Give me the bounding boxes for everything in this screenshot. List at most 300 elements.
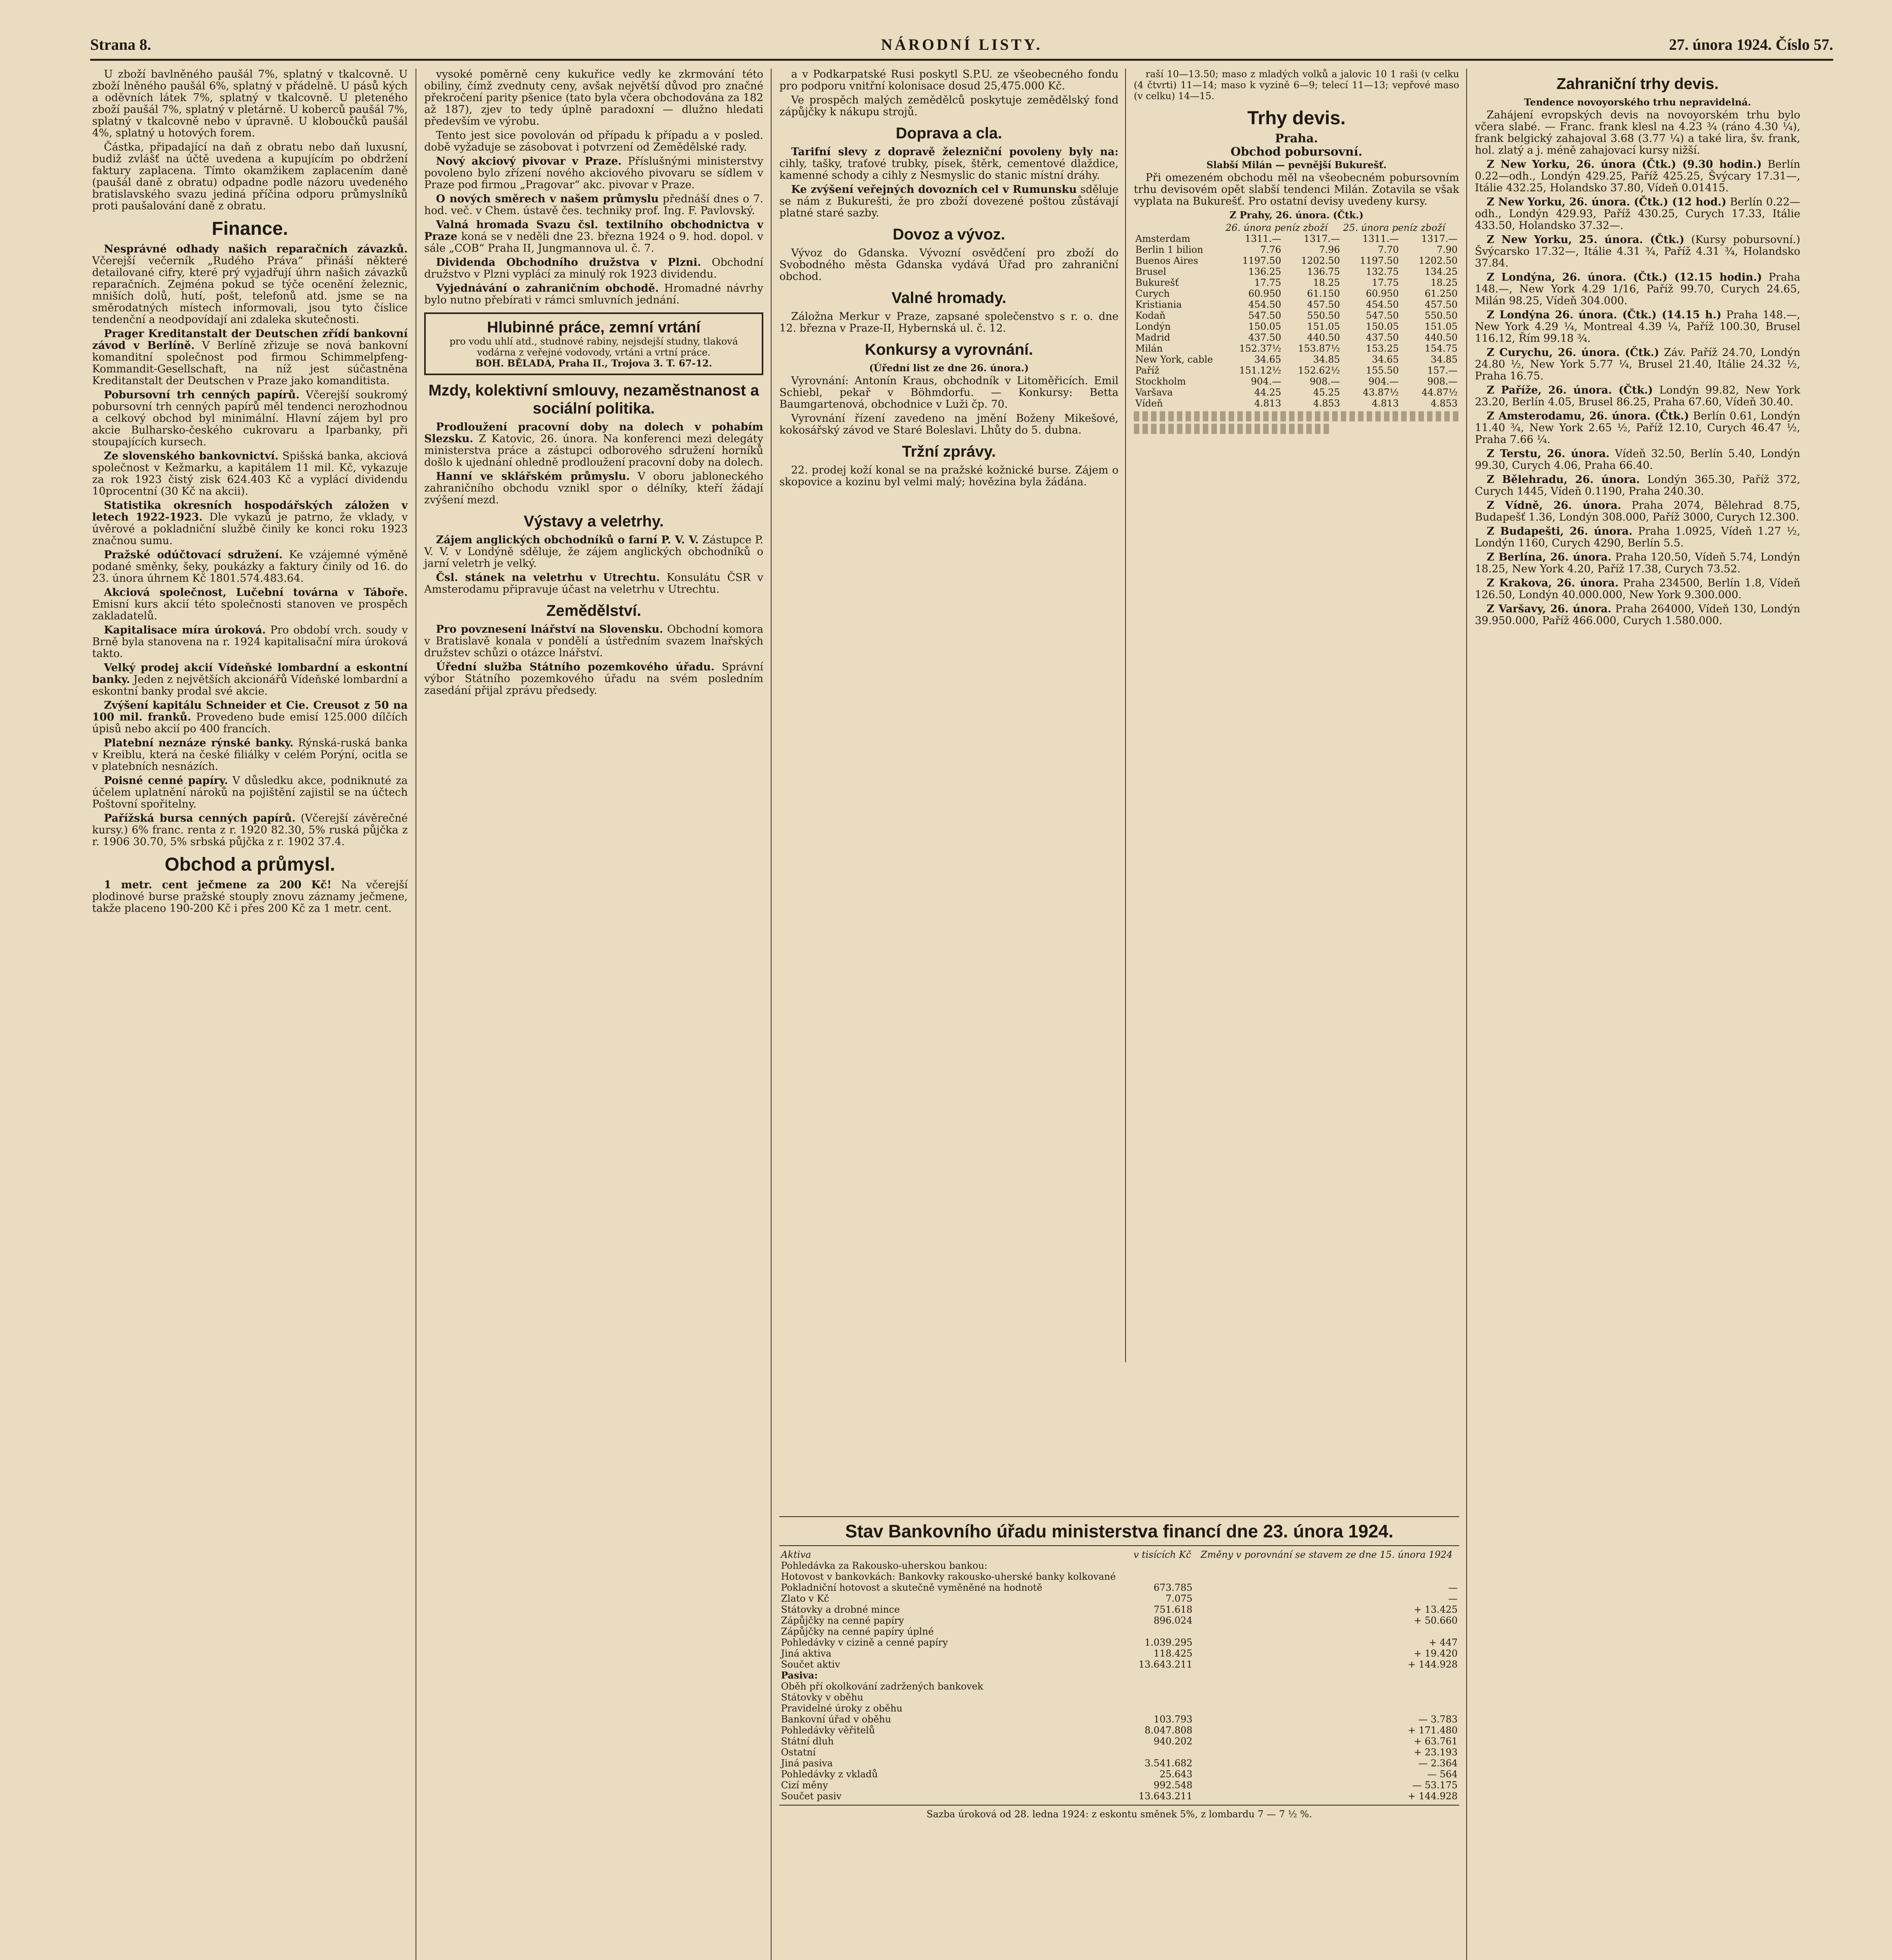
table-row	[1134, 299, 1459, 310]
column-2	[424, 69, 763, 699]
news-item-lead: Valná hromada Svazu čsl. textilního obchodnictva v Praze	[424, 219, 763, 243]
row-label: Stockholm	[1135, 376, 1186, 387]
news-item-text: (Kursy pobursovní.) Švýcarsko 17.32—, Itálie 4.31 ¾, Paříž 4.31 ¾, Holandsko 37.84.	[1475, 234, 1800, 269]
section-heading-agri: Zemědělství.	[546, 602, 641, 619]
table-row	[779, 1791, 1459, 1802]
news-item-lead: Statistika okresních hospodářských záložen v letech 1922-1923.	[92, 499, 408, 523]
row-value: 18.25	[1431, 277, 1458, 288]
issue-date: 27. února 1924. Číslo 57.	[1669, 36, 1833, 53]
column-divider	[1125, 69, 1126, 1362]
row-value	[1131, 1571, 1194, 1582]
row-value: 457.50	[1425, 299, 1458, 310]
row-label: Kristiania	[1135, 299, 1182, 310]
balance-table	[779, 1549, 1459, 1802]
row-value	[1194, 1681, 1459, 1692]
news-item	[1475, 159, 1800, 194]
table-row	[1134, 376, 1459, 387]
news-item	[424, 257, 763, 280]
news-item	[424, 624, 763, 659]
row-value: 1197.50	[1242, 255, 1282, 266]
news-item-lead: Platební neznáze rýnské banky.	[104, 737, 294, 749]
news-item	[1475, 234, 1800, 269]
row-value: 4.853	[1431, 398, 1458, 409]
news-item	[92, 737, 408, 773]
news-item-lead: Vyjednávání o zahraničním obchodě.	[436, 282, 659, 294]
news-item-lead: Pražské odúčtovací sdružení.	[104, 549, 283, 561]
row-label: Brusel	[1135, 266, 1166, 277]
divider	[779, 1545, 1459, 1546]
news-item-lead: Prager Kreditanstalt der Deutschen zřídí bankovní závod v Berlíně.	[92, 328, 408, 352]
row-value: 1.039.295	[1144, 1637, 1193, 1648]
row-label: Bankovní úřad v oběhu	[781, 1714, 892, 1725]
news-item-text: Záv. Paříž 24.70, Londýn 24.80 ½, New York 5.77 ¼, Brusel 21.40, Itálie 24.32 ½, Praha 16.75.	[1475, 347, 1800, 382]
news-item-text: Včerejší večerník „Rudého Práva“ přináší některé detailované cifry, které prý vyjadřují úhrn našich závazků reparačních. Zejména pokud se týče ocenění železnic, mniších dolů, hutí, pošt, telefonů atd. jsme se na směrodatných místech informovali, jsou tyto číslice tendenční a neodpovídají ani zdaleka skutečnosti.	[92, 255, 408, 326]
table-row	[1134, 398, 1459, 409]
news-item-lead: Z Berlína, 26. února.	[1487, 551, 1612, 563]
table-row	[1134, 288, 1459, 299]
news-item-text: Londýn 99.82, New York 23.20, Berlín 4.05, Brusel 86.25, Praha 67.60, Vídeň 30.40.	[1475, 384, 1800, 408]
ad-contact: BOH. BĚLADA, Praha II., Trojova 3. T. 67-12.	[475, 358, 712, 369]
news-item-text: Zástupce P. V. V. v Londýně sděluje, že zájem anglických obchodníků o jarní veletrh je velký.	[424, 534, 763, 570]
news-item-text: sděluje se nám z Bukurešti, že pro zboží dovezené poštou zůstávají platné staré sazby.	[779, 183, 1118, 219]
row-value: 454.50	[1366, 299, 1399, 310]
news-item-text: Praha 264000, Vídeň 130, Londýn 39.950.000, Paříž 466.000, Curych 1.580.000.	[1475, 603, 1800, 627]
news-item-lead: Hanní ve sklářském průmyslu.	[436, 470, 630, 483]
row-value	[1131, 1703, 1194, 1714]
news-item	[424, 219, 763, 254]
news-item-lead: Ke zvýšení veřejných dovozních cel v Rumunsku	[791, 183, 1077, 196]
row-value	[1131, 1681, 1194, 1692]
table-header-cell: Aktiva	[781, 1549, 812, 1560]
news-item	[92, 775, 408, 810]
table-header-cell: Změny v porovnání se stavem ze dne 15. února 1924	[1200, 1549, 1453, 1560]
news-item-text: cihly, tašky, traťové trubky, písek, štěrk, cementové dlaždice, kamenné schody a cihly z Nesmyslic do stanic místní dráhy.	[779, 158, 1118, 181]
row-value: 150.05	[1366, 321, 1399, 332]
news-item-lead: Z Budapešti, 26. února.	[1487, 525, 1633, 537]
row-label: Curych	[1135, 288, 1170, 299]
table-row	[779, 1714, 1459, 1725]
news-item	[1475, 526, 1800, 549]
news-item	[92, 662, 408, 697]
news-item-text: Emisní kurs akcií této společnosti stanoven ve prospěch zakladatelů.	[92, 598, 408, 622]
row-label: Milán	[1135, 343, 1163, 354]
row-value: 150.05	[1248, 321, 1282, 332]
table-header-cell: v tisících Kč	[1133, 1549, 1191, 1560]
row-value: 103.793	[1153, 1714, 1193, 1725]
row-value: 45.25	[1313, 387, 1340, 398]
row-value: 17.75	[1254, 277, 1282, 288]
news-item	[424, 421, 763, 468]
news-item	[92, 813, 408, 848]
balance-sheet	[779, 1513, 1459, 1820]
row-value: —	[1448, 1593, 1458, 1604]
news-item-lead: Zvýšení kapitálu Schneider et Cie. Creusot z 50 na 100 mil. franků.	[92, 699, 408, 723]
table-row	[779, 1582, 1459, 1593]
row-label: Pohledávky věřitelů	[781, 1725, 875, 1736]
row-value: 151.12½	[1239, 365, 1282, 376]
table-row	[779, 1659, 1459, 1670]
news-item-lead: Z Vídně, 26. února.	[1487, 499, 1621, 512]
news-item	[424, 534, 763, 570]
row-value: 4.853	[1313, 398, 1340, 409]
row-value: + 23.193	[1414, 1747, 1458, 1758]
row-value: 550.50	[1425, 310, 1458, 321]
row-label: Berlin 1 bilion	[1135, 244, 1203, 255]
section-heading-doprava: Doprava a cla.	[895, 125, 1002, 142]
row-value: 992.548	[1153, 1780, 1193, 1791]
row-value: 896.024	[1153, 1615, 1193, 1626]
column-1	[92, 69, 408, 917]
row-value: 44.25	[1254, 387, 1282, 398]
row-value	[1131, 1692, 1194, 1703]
row-value: 547.50	[1248, 310, 1282, 321]
row-value	[1194, 1571, 1459, 1582]
news-item-lead: Z Amsterodamu, 26. února. (Čtk.)	[1487, 410, 1689, 422]
table-row	[1134, 266, 1459, 277]
news-item-lead: 1 metr. cent ječmene za 200 Kč!	[104, 879, 332, 891]
article-paragraph: Vývoz do Gdanska. Vývozní osvědčení pro zboží do Svobodného města Gdanska vydává Úřad pro zahraniční obchod.	[779, 247, 1118, 283]
row-label: Státovky a drobné mince	[781, 1604, 900, 1615]
row-label: Madrid	[1135, 332, 1170, 343]
article-paragraph: Vyrovnání: Antonín Kraus, obchodník v Litoměřicích. Emil Schiebl, pekař v Böhmdorfu. — Konkursy: Betta Baumgartenová, obchodnice v Luži čp. 70.	[779, 375, 1118, 410]
news-item-text: Obchodní komora v Bratislavě konala v pondělí a ústředním svazem lnařských družstev schůzi o otázce lnářství.	[424, 623, 763, 659]
article-paragraph: Zahájení evropských devis na novoyorském trhu bylo včera slabé. — Franc. frank klesl na 4.23 ¾ (ráno 4.30 ¼), frank belgický zahajoval 3.68 (3.77 ¼) a také lira, šv. frank, hol. zlatý a j. méně zahajovací kursy nižší.	[1475, 109, 1800, 156]
table-header-cell: 25. února peníz zboží	[1343, 222, 1445, 233]
news-item	[1475, 196, 1800, 232]
row-label: Londýn	[1135, 321, 1171, 332]
running-head	[90, 35, 1833, 61]
article-paragraph: Částka, připadající na daň z obratu nebo daň luxusní, budiž zvlášť na účtě uvedena a kupujícím po obdržení faktury zaplacena. Tímto okamžikem zaplacením daně (paušál daně z obratu) odpadne podle názoru uvedeného bratislavského svazu jediná příčina odporu průmyslníků proti paušalování daně z obratu.	[92, 141, 408, 212]
article-paragraph: vysoké poměrně ceny kukuřice vedly ke zkrmování této obiliny, čímž zvednuty ceny, avšak největší důvod pro značné překročení parity pšenice (tato byla včera obchodována za 182 až 187), zjev to tedy úplně paradoxní — dlužno hledati především ve výrobu.	[424, 68, 763, 127]
row-label: Oběh pří okolkování zadržených bankovek	[781, 1681, 983, 1692]
row-value: 904.—	[1251, 376, 1282, 387]
row-value: 60.950	[1248, 288, 1282, 299]
row-value: 940.202	[1153, 1736, 1193, 1747]
article-paragraph: raší 10—13.50; maso z mladých volků a jalovic 10 1 raši (v celku (4 čtvrti) 11—14; maso k vyzině 6—9; telecí 11—13; vepřové maso (v celku) 14—15.	[1134, 69, 1459, 102]
table-row	[1134, 332, 1459, 343]
row-label: Kodaň	[1135, 310, 1166, 321]
row-value: 136.75	[1307, 266, 1340, 277]
subheading: Slabší Milán — pevnější Bukurešť.	[1206, 159, 1387, 171]
news-item	[92, 450, 408, 497]
section-heading-valne: Valné hromady.	[892, 289, 1006, 307]
news-item-lead: Nový akciový pivovar v Praze.	[436, 155, 622, 167]
row-value: 3.541.682	[1144, 1758, 1193, 1769]
row-value: + 63.761	[1414, 1736, 1458, 1747]
table-row	[779, 1736, 1459, 1747]
row-value: 440.50	[1307, 332, 1340, 343]
row-value: 1311.—	[1362, 233, 1399, 244]
news-item	[1475, 474, 1800, 497]
news-item-text: (Včerejší závěrečné kursy.) 6% franc. renta z r. 1920 82.30, 5% ruská půjčka z r. 1906 30.70, 5% srbská půjčka z r. 1902 37.4.	[92, 812, 408, 848]
table-row	[779, 1703, 1459, 1714]
row-value: — 2.364	[1418, 1758, 1458, 1769]
news-item-text: Praha 2074, Bělehrad 8.75, Budapešť 1.36, Londýn 308.000, Paříž 3000, Curych 12.300.	[1475, 499, 1800, 523]
news-item-text: koná se v neděli dne 23. března 1924 o 9. hod. dopol. v sále „COB“ Praha II, Jungmannova ul. č. 7.	[424, 230, 763, 254]
table-row	[779, 1604, 1459, 1615]
row-value: 7.075	[1165, 1593, 1193, 1604]
column-divider	[1466, 69, 1467, 1960]
news-item-lead: Zájem anglických obchodníků o farní P. V. V.	[436, 534, 699, 546]
row-value: + 50.660	[1414, 1615, 1458, 1626]
row-label: New York, cable	[1135, 354, 1213, 365]
ad-title: Hlubinné práce, zemní vrtání	[487, 319, 701, 336]
row-value: 751.618	[1153, 1604, 1193, 1615]
row-value: 13.643.211	[1138, 1659, 1193, 1670]
table-row	[779, 1560, 1459, 1571]
news-item	[424, 283, 763, 306]
row-value	[1194, 1703, 1459, 1714]
table-row	[1134, 321, 1459, 332]
news-item-text: Spišská banka, akciová společnost v Kežmarku, a kapitálem 11 mil. Kč, vykazuje za rok 1923 čistý zisk 624.403 Kč a vyplácí dividendu 10procentní (30 Kč na akcii).	[92, 450, 408, 497]
table-row	[1134, 277, 1459, 288]
news-item	[1475, 272, 1800, 307]
news-item-lead: Dividenda Obchodního družstva v Plzni.	[436, 256, 701, 269]
article-paragraph: U zboží bavlněného paušál 7%, splatný v tkalcovně. U zboží lněného paušál 6%, splatný v přádelně. U pásů kých a oděvních látek 7%, splatný v tkalcovně. U pleteného zboží paušál 7%, splatný v pletárně. U koberců paušál 7%, splatný v tkalcovně nebo v úpravně. U kloboučků paušál 4%, splatný u hotových forem.	[92, 68, 408, 139]
news-item-text: Obchodní družstvo v Plzni vyplácí za minulý rok 1923 dividendu.	[424, 256, 763, 280]
row-value: 44.87½	[1422, 387, 1458, 398]
news-item-lead: Z New Yorku, 25. února. (Čtk.)	[1487, 234, 1685, 246]
row-value: 61.150	[1307, 288, 1340, 299]
subheading: Tendence novoyorského trhu nepravidelná.	[1524, 96, 1751, 108]
row-value: 34.65	[1254, 354, 1282, 365]
row-value: 547.50	[1366, 310, 1399, 321]
news-item-lead: O nových směrech v našem průmyslu	[436, 193, 659, 205]
table-header-row	[779, 1549, 1459, 1560]
row-value: 61.250	[1425, 288, 1458, 299]
news-item	[1475, 309, 1800, 345]
news-item-lead: Z New Yorku, 26. února (Čtk.) (9.30 hodin.)	[1487, 158, 1762, 171]
news-item-lead: Z Londýna, 26. února. (Čtk.) (12.15 hodin.)	[1487, 271, 1762, 283]
column-3	[779, 69, 1118, 490]
news-item-lead: Pobursovní trh cenných papírů.	[104, 389, 300, 401]
masthead-title: NÁRODNÍ LISTY.	[881, 36, 1042, 53]
row-value: 13.643.211	[1138, 1791, 1193, 1802]
row-label: Amsterdam	[1135, 233, 1191, 244]
article-paragraph: Ve prospěch malých zemědělců poskytuje zemědělský fond zápůjčky k nákupu strojů.	[779, 94, 1118, 118]
illegible-lines	[1134, 411, 1459, 421]
row-label: Vídeň	[1135, 398, 1163, 409]
row-value: 1317.—	[1421, 233, 1458, 244]
row-value: 8.047.808	[1144, 1725, 1193, 1736]
row-value: + 144.928	[1408, 1659, 1458, 1670]
row-value: + 447	[1429, 1637, 1458, 1648]
news-item	[1475, 500, 1800, 523]
row-value: 18.25	[1313, 277, 1340, 288]
news-item-text: Praha 1.0925, Vídeň 1.27 ½, Londýn 1160, Curych 4290, Berlín 5.5.	[1475, 525, 1801, 549]
row-value: 454.50	[1248, 299, 1282, 310]
table-header-row	[1134, 222, 1459, 233]
table-row	[779, 1758, 1459, 1769]
row-value: 153.25	[1366, 343, 1399, 354]
row-value: 550.50	[1307, 310, 1340, 321]
table-row	[779, 1637, 1459, 1648]
section-heading-finance: Finance.	[212, 218, 288, 239]
divider	[779, 1516, 1459, 1517]
row-value: 1202.50	[1301, 255, 1340, 266]
news-item-lead: Z Varšavy, 26. února.	[1487, 603, 1612, 615]
row-value	[1194, 1692, 1459, 1703]
row-value: — 3.783	[1418, 1714, 1458, 1725]
news-item-text: V důsledku akce, podniknuté za účelem uplatnění nároků na pojištění zajistil se na účtech Poštovní spořitelny.	[92, 775, 408, 810]
balance-footnote: Sazba úroková od 28. ledna 1924: z eskontu směnek 5%, z lombardu 7 — 7 ½ %.	[926, 1809, 1312, 1820]
row-label: Pokladniční hotovost a skutečně vyměněné na hodnotě	[781, 1582, 1042, 1593]
pasiva-label: Pasiva:	[781, 1670, 818, 1681]
section-heading-obchod: Obchod a průmysl.	[165, 854, 335, 875]
news-item-text: Na včerejší plodinové burse pražské stouply znovu záznamy ječmene, takže placeno 190-200 Kč i přes 200 Kč za 1 metr. cent.	[92, 879, 408, 915]
news-item	[92, 587, 408, 622]
table-header-cell: 26. února peníz zboží	[1226, 222, 1328, 233]
news-item-lead: Z Londýna 26. února. (Čtk.) (14.15 h.)	[1487, 309, 1721, 321]
table-row	[1134, 365, 1459, 376]
row-label: Jiná aktiva	[781, 1648, 832, 1659]
table-row	[779, 1615, 1459, 1626]
row-value: 7.96	[1319, 244, 1340, 255]
row-label: Paříž	[1135, 365, 1160, 376]
row-value: 134.25	[1425, 266, 1458, 277]
row-value: 136.25	[1248, 266, 1282, 277]
news-item	[424, 471, 763, 506]
news-item	[1475, 410, 1800, 446]
section-heading-fairs: Výstavy a veletrhy.	[523, 513, 664, 530]
news-item-text: Dle vykazů je patrno, že vklady, v úvěrové a pokladniční službě činily ke konci roku 1923 značnou sumu.	[92, 511, 408, 547]
news-item-lead: Z Terstu, 26. února.	[1487, 448, 1610, 460]
table-row	[1134, 255, 1459, 266]
news-item-text: Rýnská-ruská banka v Kreiblu, která na české filiálky v celém Porýní, ocitla se v platebních nesnázích.	[92, 737, 408, 773]
news-item-lead: Z Curychu, 26. února. (Čtk.)	[1487, 347, 1660, 359]
news-item	[1475, 385, 1800, 408]
row-label: Pravidelné úroky z oběhu	[781, 1703, 903, 1714]
news-item-text: Z Katovic, 26. února. Na konferenci mezi delegáty ministerstva práce a zástupci odborového sdružení horníků došlo k ujednání ohledně prodloužení pracovní doby na dolech.	[424, 433, 763, 468]
table-row	[1134, 387, 1459, 398]
page-number: Strana 8.	[90, 36, 151, 53]
row-label: Státní dluh	[781, 1736, 834, 1747]
news-item-lead: Ze slovenského bankovnictví.	[104, 450, 279, 462]
row-value: 153.87½	[1298, 343, 1340, 354]
news-item	[92, 700, 408, 735]
row-value	[1131, 1626, 1194, 1637]
ad-body: pro vodu uhlí atd., studnové rabiny, nejsdejší studny, tlaková vodárna z veřejné vodovody, vrtáni a vrtní práce.	[449, 336, 738, 358]
row-label: Cizí měny	[781, 1780, 828, 1791]
row-value: 7.70	[1378, 244, 1399, 255]
news-item-text: Praha 148.—, New York 4.29 ¼, Montreal 4.39 ¼, Paříž 100.30, Brusel 116.12, Řím 99.18 ¾.	[1475, 309, 1800, 345]
row-value: 34.85	[1313, 354, 1340, 365]
row-value: 7.76	[1260, 244, 1282, 255]
article-paragraph: Vyrovnání řízení zavedeno na jmění Boženy Mikešové, kokosářský závod ve Staré Boleslavi. Lhůty do 5. dubna.	[779, 412, 1118, 436]
row-value: 7.90	[1436, 244, 1458, 255]
row-value: 4.813	[1372, 398, 1399, 409]
article-paragraph: Tento jest sice povolován od případu k případu a v posled. době vyžaduje se zásobovat i potvrzení od Zemědělské rady.	[424, 129, 763, 153]
news-item-text: Hromadné návrhy bylo nutno přebírati v rámci smluvních jednání.	[424, 282, 763, 306]
section-heading-trzni: Tržní zprávy.	[902, 443, 996, 460]
row-value: 152.62½	[1298, 365, 1340, 376]
news-item	[92, 624, 408, 660]
news-item-lead: Úřední služba Státního pozemkového úřadu.	[436, 661, 715, 673]
table-row	[779, 1725, 1459, 1736]
table-row	[779, 1747, 1459, 1758]
news-item-lead: Akciová společnost, Lučební továrna v Táboře.	[104, 586, 408, 599]
row-value: 155.50	[1366, 365, 1399, 376]
row-value: + 13.425	[1414, 1604, 1458, 1615]
row-value: 25.643	[1159, 1769, 1193, 1780]
row-value: 437.50	[1366, 332, 1399, 343]
news-item	[1475, 552, 1800, 575]
row-value: 457.50	[1307, 299, 1340, 310]
column-4	[1134, 69, 1459, 436]
article-paragraph: Záložna Merkur v Praze, zapsané společenstvo s r. o. dne 12. března v Praze-II, Hybernská ul. č. 12.	[779, 310, 1118, 334]
row-value: 1197.50	[1360, 255, 1399, 266]
illegible-lines	[1134, 424, 1329, 434]
news-item	[1475, 603, 1800, 627]
news-item-lead: Prodloužení pracovní doby na dolech v pohabím Slezsku.	[424, 421, 763, 445]
row-value	[1131, 1560, 1194, 1571]
article-paragraph: 22. prodej koží konal se na pražské kožnické burse. Zájem o skopovice a kozinu byl velmi malý; hovězina byla žádána.	[779, 464, 1118, 488]
news-item-text: Jeden z největších akcionářů Vídeňské lombardní a eskontní banky prodal své akcie.	[92, 673, 408, 697]
exchange-rates-table	[1134, 222, 1459, 409]
subheading: Praha.	[1275, 132, 1318, 145]
table-row	[779, 1692, 1459, 1703]
table-row	[1134, 244, 1459, 255]
section-heading-konkursy: Konkursy a vyrovnání.	[864, 341, 1033, 358]
news-item-lead: Z Paříže, 26. února. (Čtk.)	[1487, 384, 1653, 396]
row-value: —	[1448, 1582, 1458, 1593]
row-value: 904.—	[1368, 376, 1399, 387]
news-item-lead: Tarifní slevy z dopravě železniční povoleny byly na:	[791, 146, 1118, 158]
news-item-lead: Čsl. stánek na veletrhu v Utrechtu.	[436, 572, 660, 584]
news-item-text: Berlín 0.22—odh., Londýn 429.93, Paříž 430.25, Curych 17.33, Itálie 433.50, Holandsko 37.32—.	[1475, 196, 1801, 232]
row-value: 60.950	[1366, 288, 1399, 299]
news-item-text: V oboru jabloneckého zahraničního obchodu vznikl spor o délníky, kteří žádají zvýšení mezd.	[424, 470, 763, 506]
konkursy-subtitle: (Úřední list ze dne 26. února.)	[869, 362, 1029, 374]
table-row	[1134, 343, 1459, 354]
news-item	[92, 500, 408, 547]
news-item-text: Včerejší soukromý pobursovní trh cenných papírů měl tendenci nerozhodnou a celkový obchod byl minimální. Hlavní zájem byl pro akcie Bulharsko-českého cukrovaru a Iparbanky, při stoupajících kursech.	[92, 389, 408, 448]
news-item-lead: Z Krakova, 26. února.	[1487, 577, 1619, 589]
news-item-text: Praha 148.—, New York 4.29 1/16, Paříž 99.70, Curych 24.65, Milán 98.25, Vídeň 304.000.	[1475, 271, 1800, 307]
article-paragraph: Při omezeném obchodu měl na všeobecném pobursovním trhu devisovém opět slabší tendenci Milán. Zotavila se však vyplata na Bukurešť. Pro ostatní devisy uvedeny kursy.	[1134, 172, 1459, 207]
news-item-lead: Kapitalisace míra úroková.	[104, 624, 266, 636]
table-header-cell	[1134, 222, 1224, 233]
news-item-text: přednáší dnes o 7. hod. več. v Chem. ústavě čes. techniky prof. Ing. F. Pavlovský.	[424, 193, 763, 217]
news-item-lead: Z New Yorku, 26. února. (Čtk.) (12 hod.)	[1487, 196, 1727, 208]
news-item-text: V Berlíně zřizuje se nová bankovní komanditní společnost pod firmou Schimmelpfeng-Kommandit-Gesellschaft, na níž jest súčastněna Kreditanstalt der Deutschen v Praze jako komanditista.	[92, 339, 408, 387]
row-value: 1317.—	[1304, 233, 1340, 244]
news-item	[92, 549, 408, 584]
news-item-text: Ke vzájemné výměně podané směnky, šeky, poukázky a faktury činily od 16. do 23. února úhrnem Kč 1801.574.483.64.	[92, 549, 408, 584]
news-item	[1475, 347, 1800, 382]
row-value	[1194, 1626, 1459, 1637]
row-value: 34.65	[1372, 354, 1399, 365]
table-row	[779, 1780, 1459, 1791]
row-value: 43.87½	[1363, 387, 1399, 398]
news-item	[92, 879, 408, 915]
row-value: 908.—	[1309, 376, 1340, 387]
advertisement	[424, 312, 763, 375]
news-item	[779, 184, 1118, 219]
row-value: 437.50	[1248, 332, 1282, 343]
news-item-text: Vídeň 32.50, Berlín 5.40, Londýn 99.30, Curych 4.06, Praha 66.40.	[1475, 448, 1800, 472]
news-item-lead: Z Bělehradu, 26. února.	[1487, 474, 1640, 486]
row-value: 118.425	[1153, 1648, 1193, 1659]
row-label: Pohledávky z vkladů	[781, 1769, 878, 1780]
news-item	[424, 156, 763, 191]
row-label: Hotovost v bankovkách: Bankovky rakousko-uherské banky kolkované	[781, 1571, 1116, 1582]
row-label: Pohledávka za Rakousko-uherskou bankou:	[781, 1560, 988, 1571]
row-value: 908.—	[1427, 376, 1458, 387]
news-item	[92, 328, 408, 387]
table-row	[779, 1648, 1459, 1659]
news-item-text: Příslušnými ministerstvy povoleno bylo zřízení nového akciového pivovaru se sídlem v Praze pod firmou „Pragovar“ akc. pivovar v Praze.	[424, 155, 764, 191]
